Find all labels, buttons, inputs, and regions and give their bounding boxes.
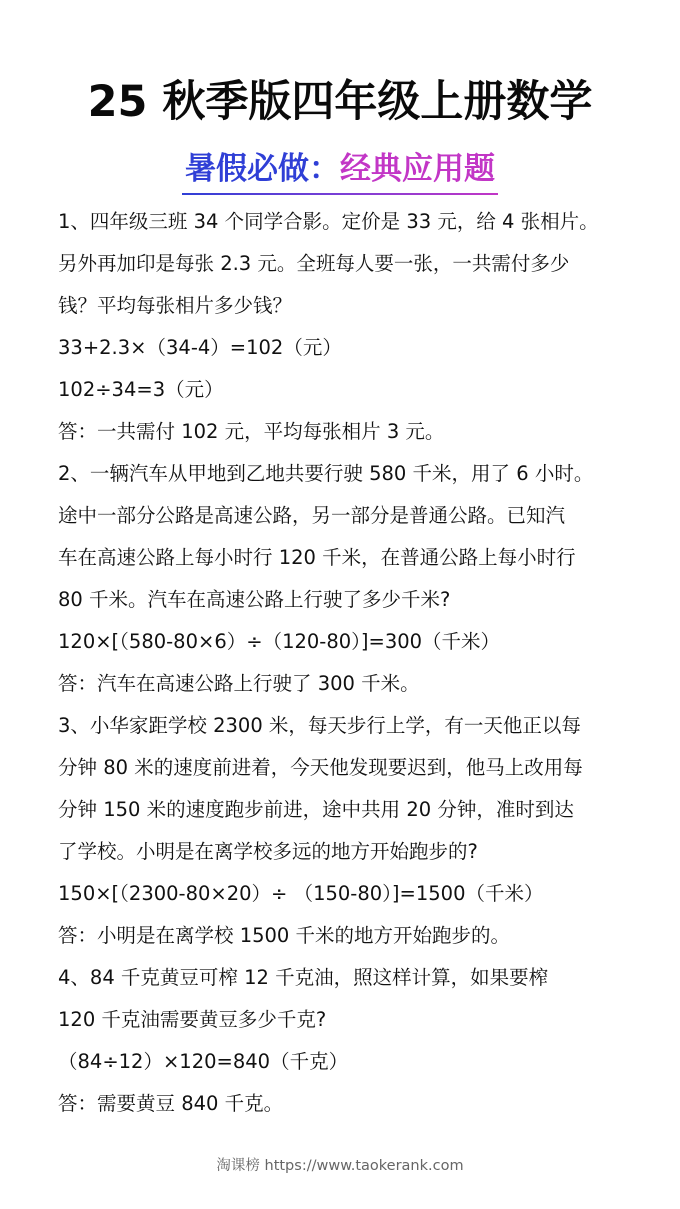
text-line: 80 千米。汽车在高速公路上行驶了多少千米? xyxy=(58,588,451,611)
text-line: 答：小明是在离学校 1500 千米的地方开始跑步的。 xyxy=(58,924,511,947)
text-line: 3、小华家距学校 2300 米，每天步行上学，有一天他正以每 xyxy=(58,714,581,737)
page-title: 25 秋季版四年级上册数学 xyxy=(87,77,593,127)
text-line: 钱？平均每张相片多少钱？ xyxy=(58,294,293,317)
text-line: 车在高速公路上每小时行 120 千米，在普通公路上每小时行 xyxy=(58,546,576,569)
text-line: 答：汽车在高速公路上行驶了 300 千米。 xyxy=(58,672,420,695)
text-line: 120 千克油需要黄豆多少千克? xyxy=(58,1008,327,1031)
subtitle-underlined xyxy=(182,147,498,193)
text-line: 1、四年级三班 34 个同学合影。定价是 33 元，给 4 张相片。 xyxy=(58,210,599,233)
text-line: 途中一部分公路是高速公路，另一部分是普通公路。已知汽 xyxy=(58,504,566,527)
text-line: 分钟 80 米的速度前进着，今天他发现要迟到，他马上改用每 xyxy=(58,756,583,779)
subtitle-part-2: 经典应用题 xyxy=(340,151,495,187)
text-line: 4、84 千克黄豆可榨 12 千克油，照这样计算，如果要榨 xyxy=(58,966,549,989)
text-line: 答：一共需付 102 元，平均每张相片 3 元。 xyxy=(58,420,445,443)
text-line: 分钟 150 米的速度跑步前进，途中共用 20 分钟，准时到达 xyxy=(58,798,574,821)
text-line: 答：需要黄豆 840 千克。 xyxy=(58,1092,284,1115)
text-line: 33+2.3×（34-4）=102（元） xyxy=(58,336,342,359)
text-line: 2、一辆汽车从甲地到乙地共要行驶 580 千米，用了 6 小时。 xyxy=(58,462,594,485)
subtitle-part-1: 暑假必做： xyxy=(185,151,340,187)
page-subtitle xyxy=(0,147,680,193)
text-line: 150×[（2300-80×20）÷ （150-80）]=1500（千米） xyxy=(58,882,544,905)
problem-list xyxy=(58,201,658,1125)
text-line: 102÷34=3（元） xyxy=(58,378,224,401)
text-line: 了学校。小明是在离学校多远的地方开始跑步的? xyxy=(58,840,478,863)
footer-watermark: 淘课榜 https://www.taokerank.com xyxy=(216,1158,464,1174)
text-line: （84÷12）×120=840（千克） xyxy=(58,1050,349,1073)
text-line: 另外再加印是每张 2.3 元。全班每人要一张，一共需付多少 xyxy=(58,252,570,275)
text-line: 120×[（580-80×6）÷（120-80）]=300（千米） xyxy=(58,630,501,653)
